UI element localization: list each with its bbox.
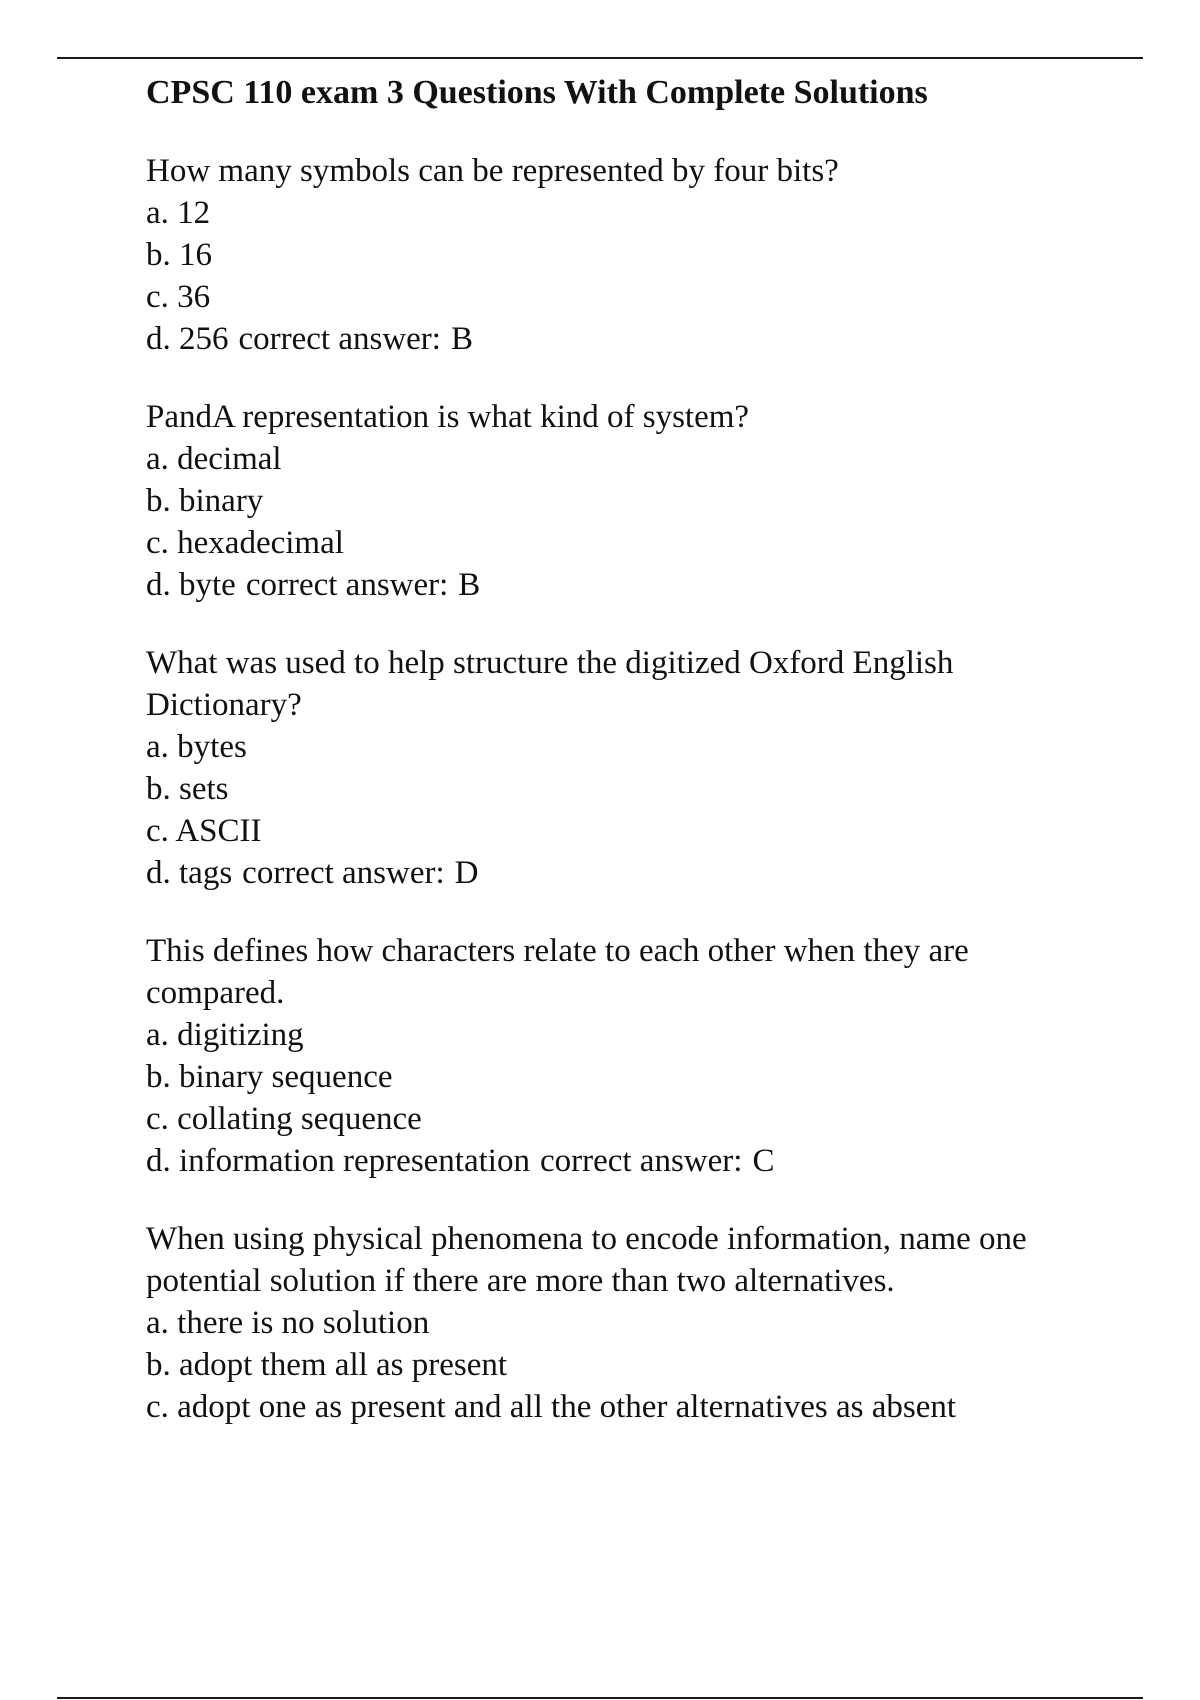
option-text: b. sets [146, 771, 229, 807]
answer-option [146, 810, 1086, 852]
question-block [146, 150, 1086, 360]
option-text: b. binary sequence [146, 1059, 393, 1095]
answer-option [146, 852, 1086, 894]
correct-answer-value: B [450, 321, 473, 357]
correct-answer-value: B [458, 567, 481, 603]
document-title: CPSC 110 exam 3 Questions With Complete Solutions [146, 74, 928, 111]
answer-options [146, 438, 1086, 606]
option-text: d. 256 [146, 321, 229, 357]
option-text: a. there is no solution [146, 1305, 430, 1341]
option-text: a. bytes [146, 729, 247, 765]
option-text: c. adopt one as present and all the other alternatives as absent [146, 1389, 957, 1425]
correct-answer-label: correct answer: [242, 855, 445, 891]
answer-option [146, 438, 1086, 480]
option-text: b. adopt them all as present [146, 1347, 508, 1383]
correct-answer-value: C [752, 1143, 775, 1179]
answer-option [146, 1302, 1086, 1344]
correct-answer-label: correct answer: [238, 321, 441, 357]
question-block [146, 930, 1086, 1182]
question-block [146, 1218, 1086, 1428]
question-block [146, 396, 1086, 606]
answer-option [146, 234, 1086, 276]
answer-option [146, 192, 1086, 234]
answer-options [146, 1014, 1086, 1182]
answer-option [146, 1386, 1086, 1428]
answer-option [146, 522, 1086, 564]
option-text: c. 36 [146, 279, 211, 315]
option-text: b. binary [146, 483, 264, 519]
question-list [146, 150, 1086, 1428]
correct-answer-value: D [454, 855, 479, 891]
question-text: What was used to help structure the digitized Oxford English Dictionary? [146, 645, 954, 723]
option-text: a. decimal [146, 441, 282, 477]
answer-option [146, 480, 1086, 522]
question-text: This defines how characters relate to each other when they are compared. [146, 933, 969, 1011]
answer-option [146, 1140, 1086, 1182]
question-text: When using physical phenomena to encode information, name one potential solution if there are more than two alternatives. [146, 1221, 1027, 1299]
answer-option [146, 318, 1086, 360]
correct-answer-label: correct answer: [539, 1143, 743, 1179]
option-text: a. 12 [146, 195, 211, 231]
option-text: c. collating sequence [146, 1101, 422, 1137]
question-text: How many symbols can be represented by four bits? [146, 153, 839, 189]
question-text: PandA representation is what kind of system? [146, 399, 750, 435]
answer-options [146, 192, 1086, 360]
answer-option [146, 768, 1086, 810]
answer-option [146, 1056, 1086, 1098]
answer-option [146, 1098, 1086, 1140]
bottom-rule [57, 1697, 1143, 1699]
option-text: a. digitizing [146, 1017, 304, 1053]
answer-option [146, 1014, 1086, 1056]
option-text: d. information representation [146, 1143, 530, 1179]
document-body [146, 72, 1086, 1464]
correct-answer-label: correct answer: [245, 567, 449, 603]
answer-option [146, 726, 1086, 768]
option-text: d. tags [146, 855, 233, 891]
question-block [146, 642, 1086, 894]
option-text: c. hexadecimal [146, 525, 344, 561]
option-text: d. byte [146, 567, 236, 603]
answer-option [146, 1344, 1086, 1386]
top-rule [57, 57, 1143, 59]
answer-options [146, 1302, 1086, 1428]
answer-option [146, 564, 1086, 606]
answer-options [146, 726, 1086, 894]
answer-option [146, 276, 1086, 318]
option-text: c. ASCII [146, 813, 262, 849]
option-text: b. 16 [146, 237, 212, 273]
